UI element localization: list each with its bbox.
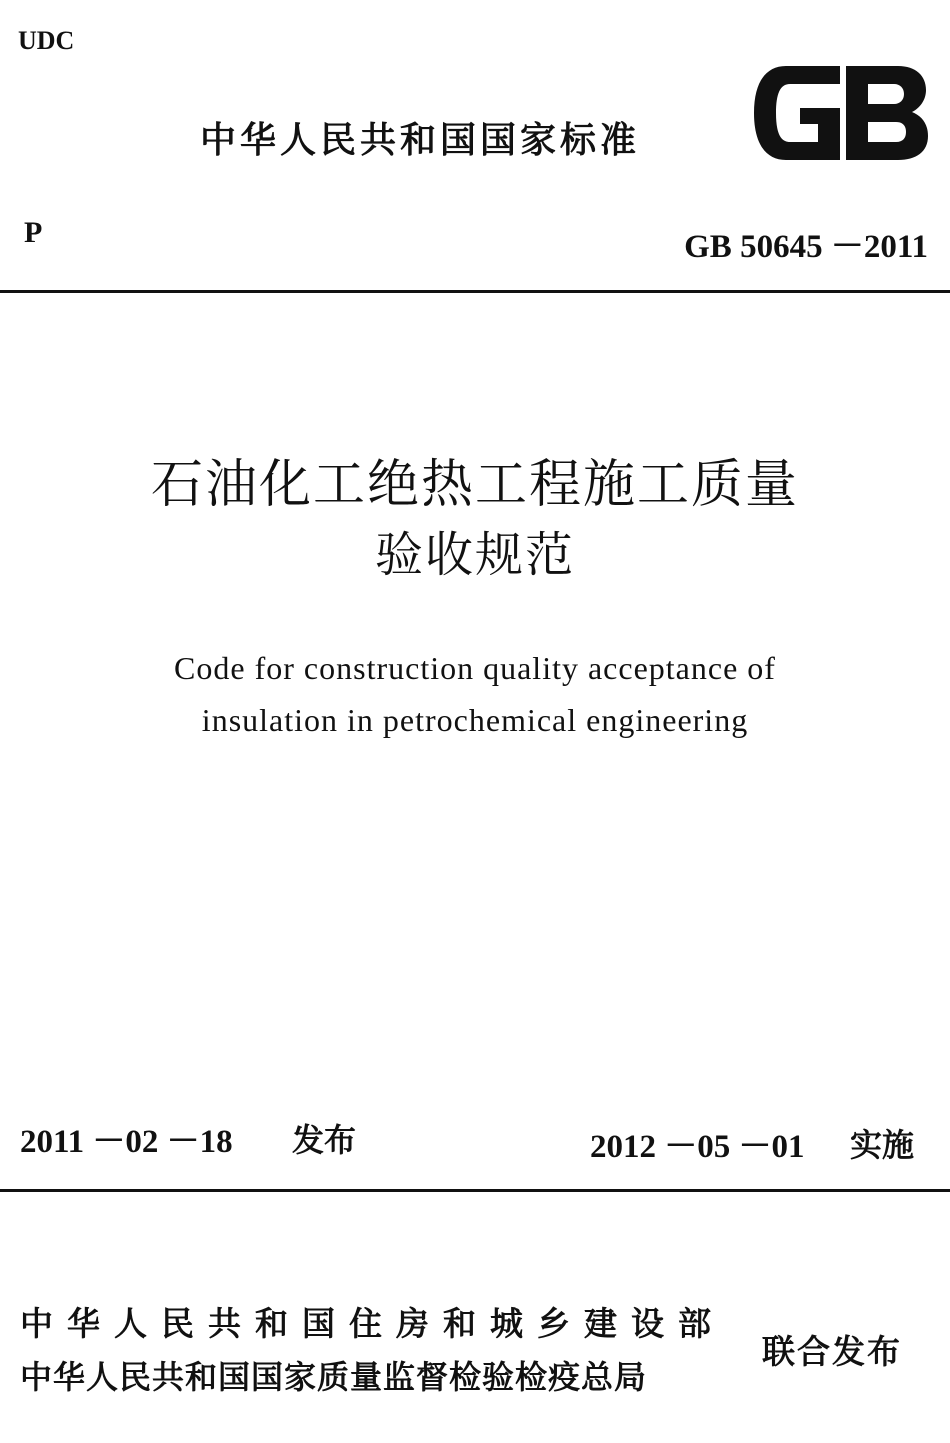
bottom-divider [0, 1189, 950, 1192]
gb-logo [748, 58, 932, 168]
publisher-ministry: 中华人民共和国住房和城乡建设部 [20, 1304, 725, 1343]
top-divider [0, 290, 950, 293]
udc-label: UDC [18, 26, 75, 55]
issue-label: 发布 [292, 1121, 357, 1159]
standard-number: GB 50645 －2011 [684, 229, 928, 265]
joint-publish-label: 联合发布 [762, 1332, 902, 1371]
national-standard-heading: 中华人民共和国国家标准 [200, 120, 641, 161]
implementation-label: 实施 [850, 1126, 915, 1164]
title-chinese-line-1: 石油化工绝热工程施工质量 [150, 455, 799, 515]
implementation-date: 2012 －05 －01 [590, 1129, 805, 1165]
title-english-line-1: Code for construction quality acceptance of [174, 650, 776, 686]
title-english-line-2: insulation in petrochemical engineering [201, 702, 749, 738]
issue-date: 2011 －02 －18 [20, 1124, 233, 1160]
category-code: P [24, 216, 43, 249]
publisher-aqsiq: 中华人民共和国国家质量监督检验检疫总局 [20, 1358, 648, 1396]
title-chinese-line-2: 验收规范 [374, 527, 575, 583]
